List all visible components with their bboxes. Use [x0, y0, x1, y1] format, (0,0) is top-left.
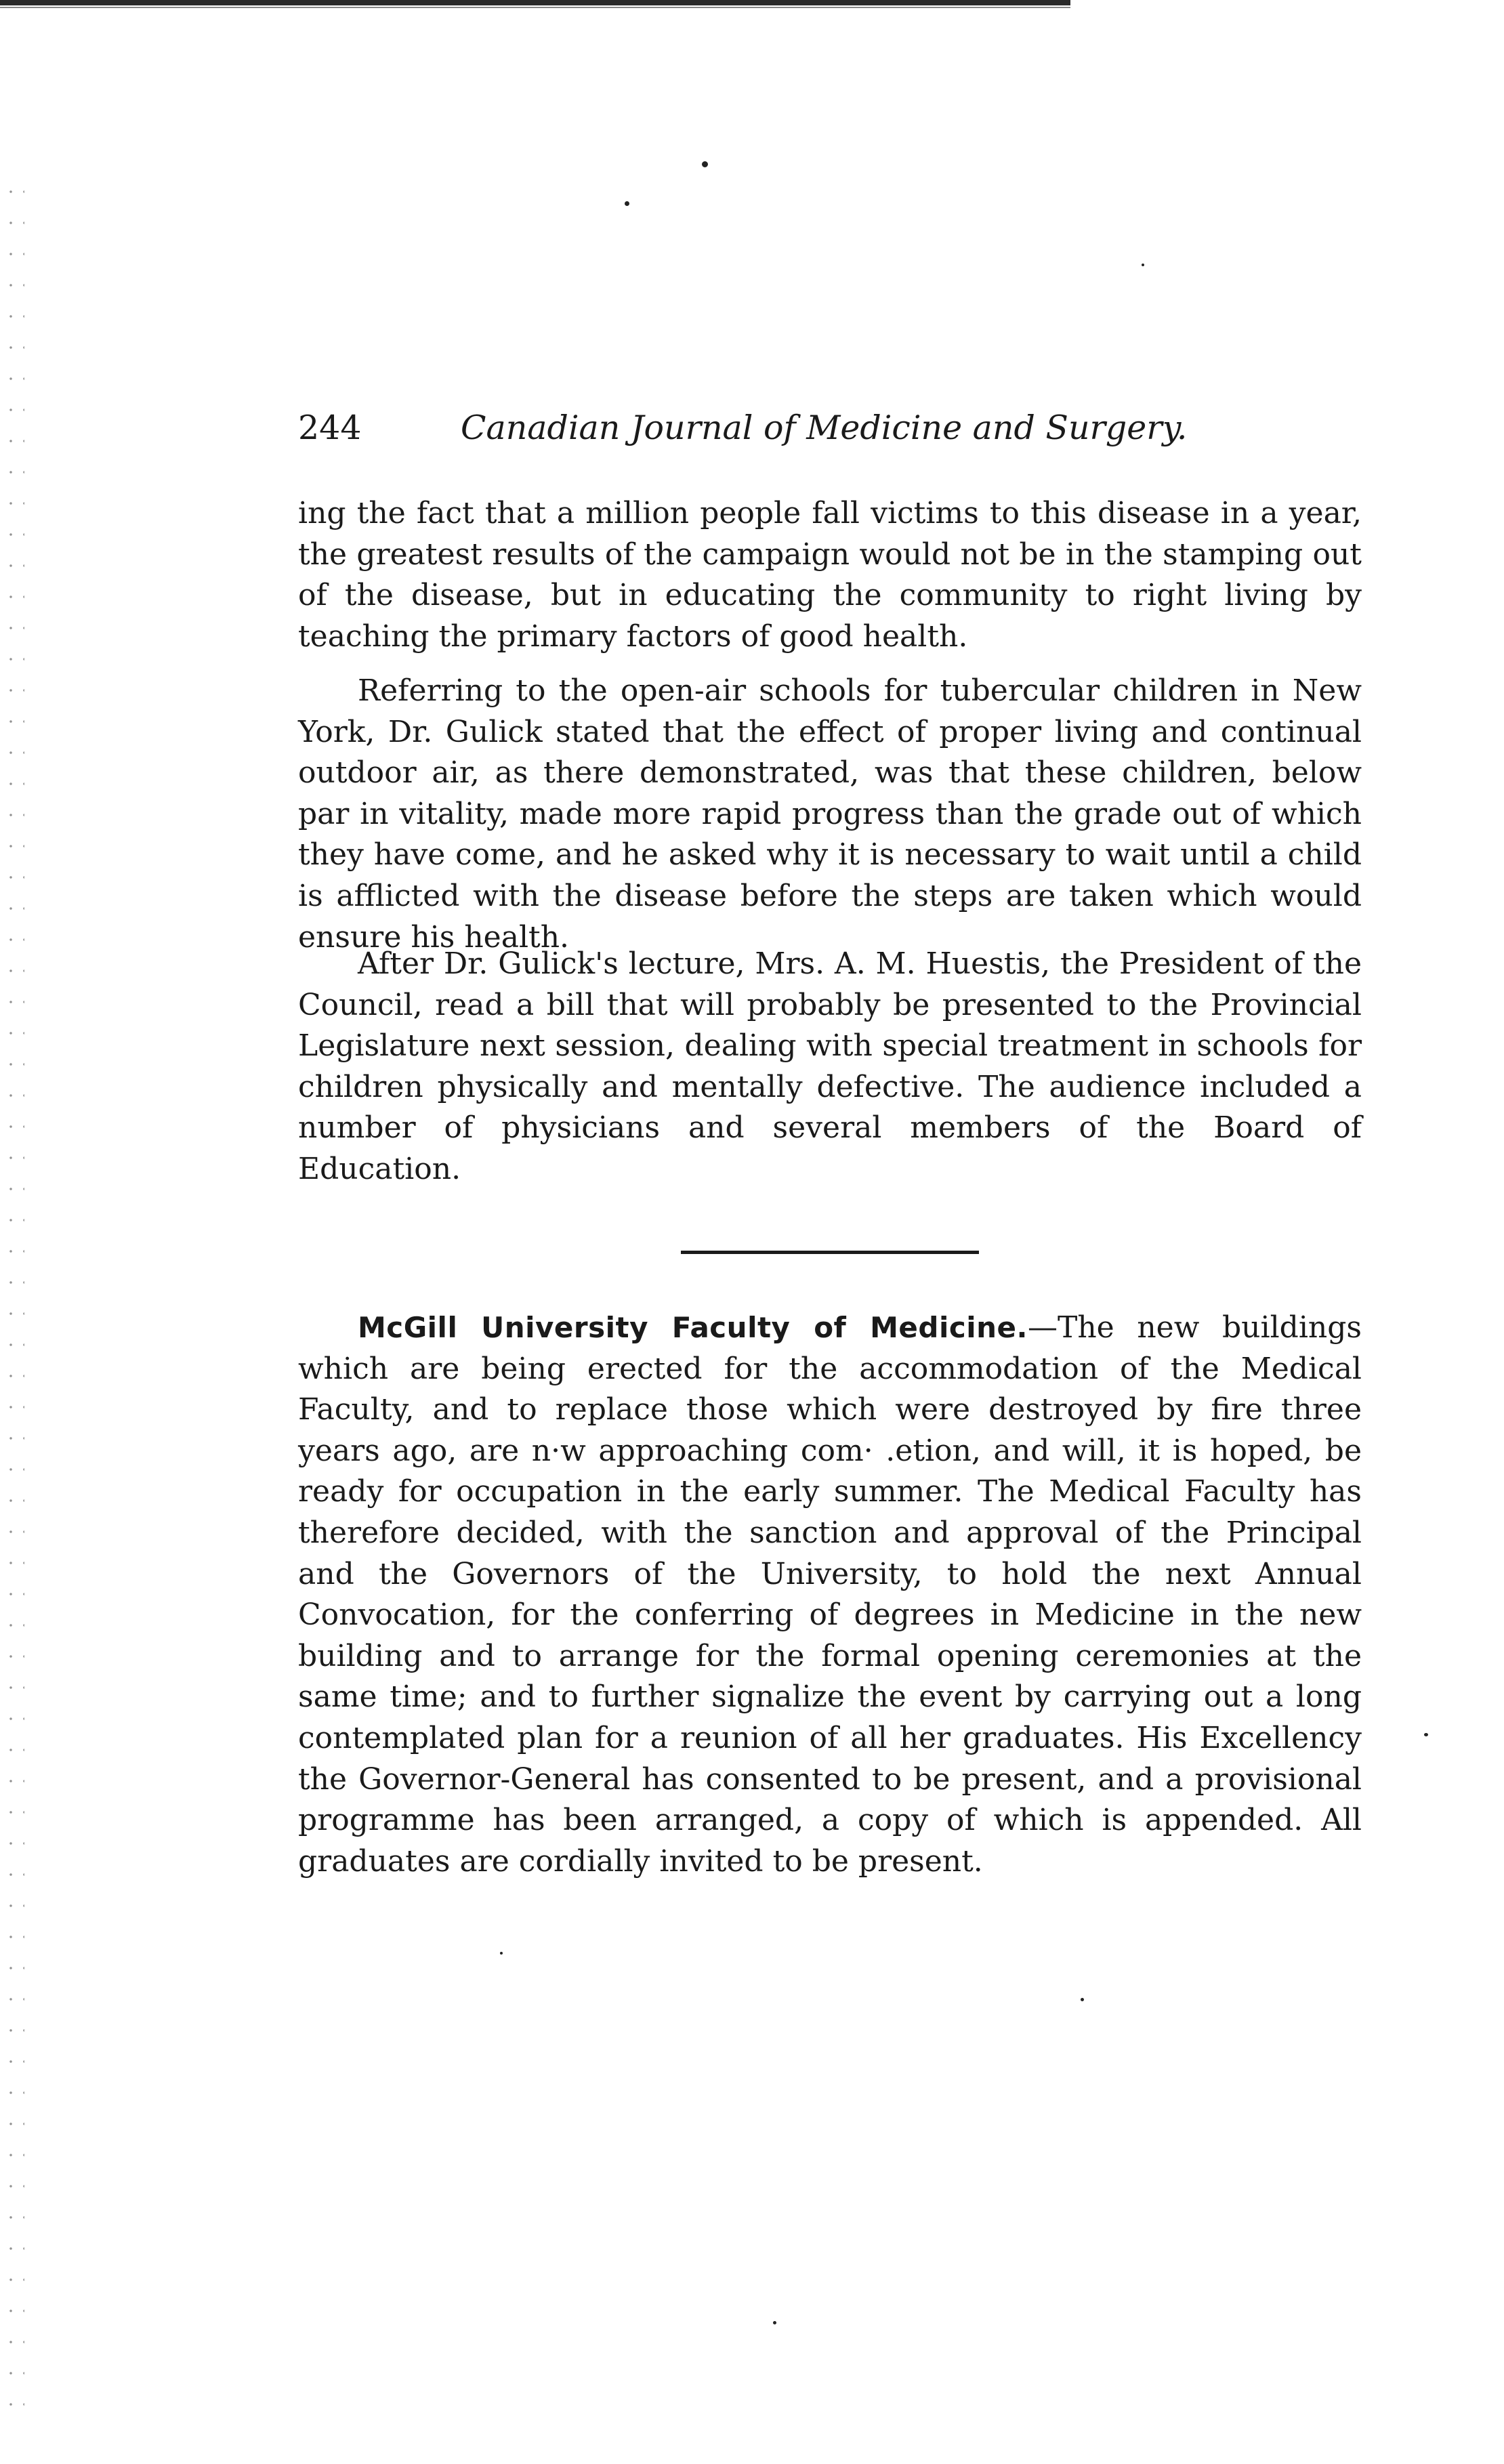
page-number: 244 — [298, 409, 362, 447]
paragraph-mcgill-announcement — [298, 1308, 1362, 1882]
running-title: Canadian Journal of Medicine and Surgery. — [461, 409, 1188, 447]
scan-speck — [1081, 1998, 1084, 2001]
scan-top-edge — [0, 0, 1070, 5]
section-heading: McGill University Faculty of Medicine. — [358, 1311, 1028, 1344]
running-header — [298, 401, 1362, 455]
section-body: —The new buildings which are being erected for the accommodation of the Medical Faculty, and to replace those which were destroyed by fire three years ago, are n·w approaching com· .etion, and will, it is hoped, be ready for occupation in the early summer. The Medical Faculty has therefore decided, with the sanction and approval of the Principal and the Governors of the University, to hold the next Annual Convocation, for the conferring of degrees in Medicine in the new building and to arrange for the formal opening ceremonies at the same time; and to further signalize the event by carrying out a long contemplated plan for a reunion of all her graduates. His Excellency the Governor-General has consented to be present, and a provisional programme has been arranged, a copy of which is appended. All graduates are cordially invited to be present. — [298, 1310, 1362, 1879]
scan-speck — [773, 2321, 776, 2324]
scan-speck — [702, 161, 708, 167]
scan-top-edge-thin — [0, 7, 1070, 8]
scan-speck — [500, 1952, 503, 1955]
scan-speck — [625, 201, 629, 206]
scan-speck — [1424, 1733, 1428, 1736]
paragraph-council-bill: After Dr. Gulick's lecture, Mrs. A. M. Huestis, the President of the Council, read a bill that will probably be presented to the Provincial Legislature next session, dealing with special treatment in schools for children physically and mentally defective. The audience included a number of physicians and several members of the Board of Education. — [298, 946, 1362, 1186]
paragraph-continuation: ing the fact that a million people fall victims to this disease in a year, the greatest results of the campaign would not be in the stamping out of the disease, but in educating the community to right living by teaching the primary factors of good health. — [298, 496, 1362, 654]
paragraph-open-air-schools: Referring to the open-air schools for tubercular children in New York, Dr. Gulick stated that the effect of proper living and continual outdoor air, as there demonstrated, was that these children, below par in vitality, made more rapid progress than the grade out of which they have come, and he asked why it is necessary to wait until a child is afflicted with the disease before the steps are taken which would ensure his health. — [298, 673, 1362, 955]
scan-margin-noise — [4, 176, 24, 2412]
scan-speck — [1142, 264, 1144, 266]
section-divider — [681, 1251, 979, 1254]
